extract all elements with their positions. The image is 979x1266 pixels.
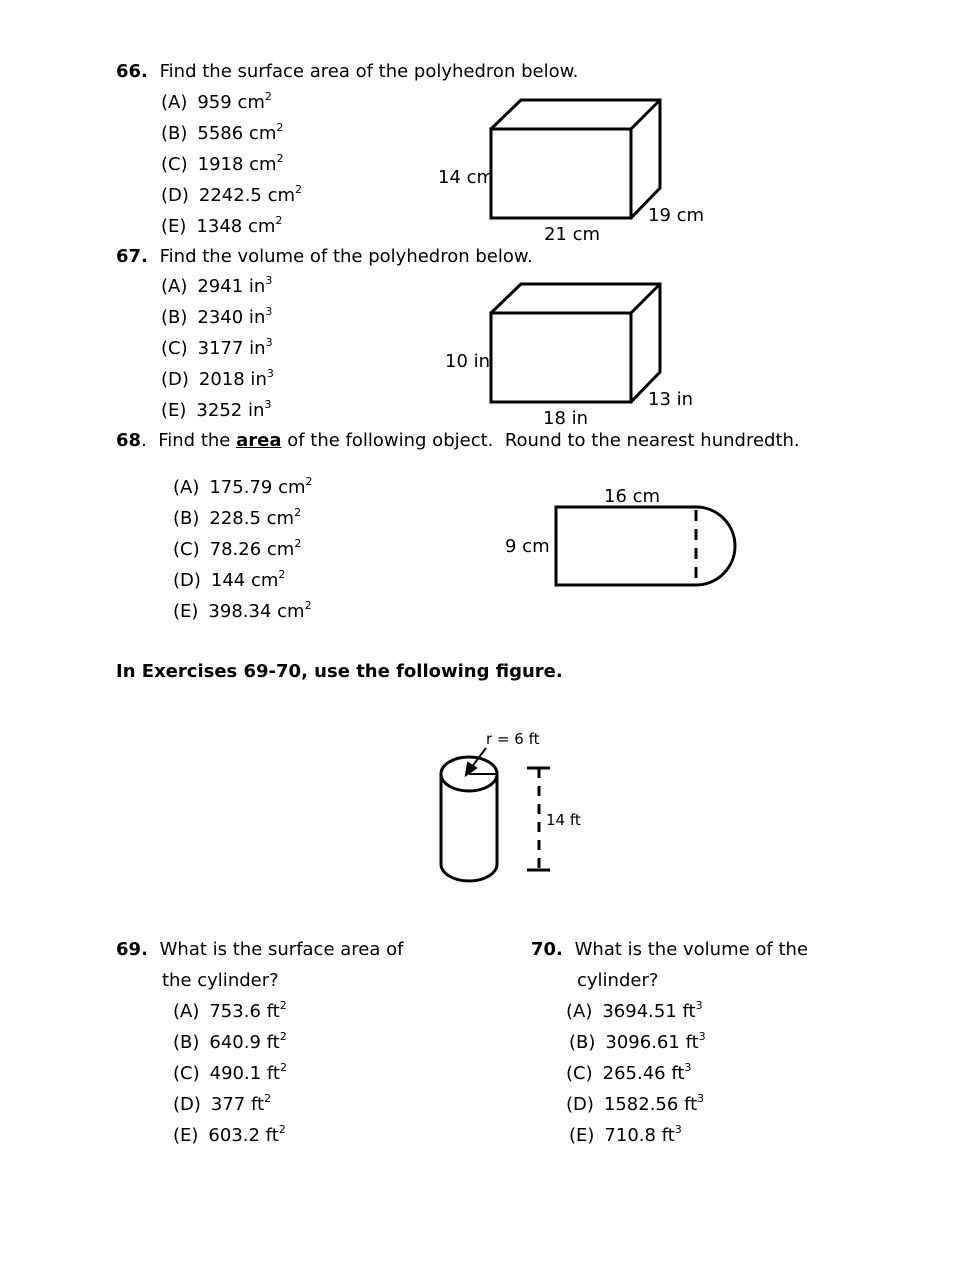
choice-exponent: 2 — [278, 1123, 286, 1136]
choice-letter: (B) — [173, 508, 200, 529]
choice-letter: (C) — [566, 1063, 593, 1084]
choice-letter: (B) — [161, 123, 188, 144]
choice-letter: (A) — [173, 477, 200, 498]
choice-value: 1348 cm — [196, 216, 276, 237]
choice-letter: (D) — [173, 570, 201, 591]
q66-choice — [161, 90, 272, 113]
q68-choice — [173, 568, 286, 591]
choice-value: 3096.61 ft — [605, 1032, 699, 1053]
choice-exponent: 2 — [305, 475, 313, 488]
choice-exponent: 3 — [265, 305, 273, 318]
q66-choice — [161, 183, 303, 206]
cylinder-height-label: 14 ft — [546, 811, 581, 829]
choice-value: 1918 cm — [197, 154, 277, 175]
choice-letter: (A) — [173, 1001, 200, 1022]
q66-question — [116, 63, 578, 81]
choice-value: 5586 cm — [197, 123, 277, 144]
q69-text-line1: What is the surface area of — [159, 939, 404, 960]
choice-exponent: 2 — [279, 1030, 287, 1043]
instructions-heading: In Exercises 69-70, use the following figure. — [116, 661, 563, 682]
choice-exponent: 3 — [265, 274, 273, 287]
cylinder-figure — [441, 757, 497, 881]
choice-exponent: 3 — [695, 999, 703, 1012]
q70-choice — [569, 1123, 682, 1146]
q66-prism-figure — [491, 100, 660, 218]
choice-exponent: 2 — [276, 152, 284, 165]
q66-length-label: 21 cm — [544, 224, 601, 245]
choice-exponent: 2 — [279, 999, 287, 1012]
q67-choice — [161, 398, 272, 421]
q67-length-label: 18 in — [543, 408, 589, 429]
choice-letter: (C) — [161, 154, 188, 175]
q66-choice — [161, 152, 284, 175]
q66-depth-label: 19 cm — [648, 205, 705, 226]
q66-text: Find the surface area of the polyhedron below. — [159, 61, 579, 82]
q67-question — [116, 248, 533, 266]
q69-text-line2: the cylinder? — [162, 970, 279, 991]
choice-value: 228.5 cm — [209, 508, 295, 529]
q69-choice — [173, 1123, 286, 1146]
choice-value: 3694.51 ft — [602, 1001, 696, 1022]
q69-question — [116, 941, 403, 959]
radius-label: r = 6 ft — [486, 730, 540, 748]
q67-choice — [161, 305, 273, 328]
choice-letter: (C) — [161, 338, 188, 359]
q68-question — [116, 432, 800, 450]
choice-letter: (D) — [566, 1094, 594, 1115]
q68-width-label: 16 cm — [604, 486, 661, 507]
choice-letter: (C) — [173, 539, 200, 560]
choice-letter: (E) — [173, 1125, 199, 1146]
q68-text-emphasis: area — [236, 430, 282, 451]
q68-choice — [173, 599, 312, 622]
q68-choice — [173, 475, 313, 498]
choice-value: 959 cm — [197, 92, 265, 113]
q70-number: 70. — [531, 939, 563, 960]
q68-choice — [173, 537, 302, 560]
q67-text: Find the volume of the polyhedron below. — [159, 246, 533, 267]
q70-choice — [569, 1030, 706, 1053]
choice-letter: (B) — [173, 1032, 200, 1053]
choice-letter: (A) — [161, 92, 188, 113]
choice-exponent: 3 — [674, 1123, 682, 1136]
q68-choice — [173, 506, 302, 529]
choice-value: 265.46 ft — [602, 1063, 685, 1084]
q67-prism-figure — [491, 284, 660, 402]
choice-exponent: 3 — [697, 1092, 705, 1105]
radius-line — [466, 748, 497, 775]
q66-choice — [161, 121, 284, 144]
choice-value: 1582.56 ft — [603, 1094, 698, 1115]
q70-question — [531, 941, 808, 959]
q66-number: 66. — [116, 61, 148, 82]
choice-exponent: 2 — [294, 537, 302, 550]
choice-value: 175.79 cm — [209, 477, 306, 498]
choice-exponent: 3 — [266, 367, 274, 380]
choice-exponent: 2 — [275, 214, 283, 227]
choice-value: 640.9 ft — [209, 1032, 280, 1053]
choice-exponent: 3 — [265, 336, 273, 349]
choice-exponent: 2 — [294, 506, 302, 519]
q68-height-label: 9 cm — [505, 536, 550, 557]
choice-exponent: 3 — [684, 1061, 692, 1074]
choice-value: 490.1 ft — [209, 1063, 280, 1084]
choice-value: 710.8 ft — [604, 1125, 675, 1146]
q69-choice — [173, 1092, 272, 1115]
q70-text-line1: What is the volume of the — [574, 939, 809, 960]
choice-letter: (A) — [161, 276, 188, 297]
choice-letter: (E) — [569, 1125, 595, 1146]
choice-letter: (A) — [566, 1001, 593, 1022]
q70-choice — [566, 1061, 692, 1084]
q66-height-label: 14 cm — [438, 167, 495, 188]
choice-value: 603.2 ft — [208, 1125, 279, 1146]
choice-exponent: 2 — [278, 568, 286, 581]
choice-value: 753.6 ft — [209, 1001, 280, 1022]
q69-choice — [173, 999, 287, 1022]
choice-letter: (D) — [161, 369, 189, 390]
q70-text-line2: cylinder? — [577, 970, 659, 991]
choice-letter: (E) — [161, 400, 187, 421]
q68-composite-figure — [556, 507, 735, 585]
choice-value: 377 ft — [210, 1094, 265, 1115]
choice-value: 2340 in — [197, 307, 266, 328]
choice-value: 2941 in — [197, 276, 266, 297]
q68-text-pre: . Find the — [141, 430, 237, 451]
choice-value: 398.34 cm — [208, 601, 305, 622]
choice-letter: (B) — [161, 307, 188, 328]
choice-value: 3177 in — [197, 338, 266, 359]
choice-exponent: 2 — [304, 599, 312, 612]
choice-letter: (B) — [569, 1032, 596, 1053]
q67-choice — [161, 336, 273, 359]
q66-choice — [161, 214, 283, 237]
q67-choice — [161, 367, 274, 390]
q67-choice — [161, 274, 273, 297]
choice-exponent: 2 — [264, 1092, 272, 1105]
q69-choice — [173, 1030, 287, 1053]
q67-depth-label: 13 in — [648, 389, 694, 410]
choice-value: 144 cm — [210, 570, 279, 591]
choice-value: 78.26 cm — [209, 539, 295, 560]
q68-number: 68 — [116, 430, 142, 451]
q68-text-post: of the following object. Round to the nearest hundredth. — [281, 430, 800, 451]
choice-value: 3252 in — [196, 400, 265, 421]
choice-exponent: 2 — [295, 183, 303, 196]
choice-value: 2242.5 cm — [198, 185, 296, 206]
choice-letter: (C) — [173, 1063, 200, 1084]
choice-exponent: 2 — [264, 90, 272, 103]
choice-exponent: 3 — [698, 1030, 706, 1043]
choice-letter: (E) — [161, 216, 187, 237]
choice-value: 2018 in — [198, 369, 267, 390]
choice-letter: (E) — [173, 601, 199, 622]
choice-letter: (D) — [173, 1094, 201, 1115]
q67-height-label: 10 in — [445, 351, 491, 372]
q70-choice — [566, 1092, 705, 1115]
q70-choice — [566, 999, 703, 1022]
q69-choice — [173, 1061, 287, 1084]
choice-letter: (D) — [161, 185, 189, 206]
choice-exponent: 2 — [279, 1061, 287, 1074]
choice-exponent: 2 — [276, 121, 284, 134]
q67-number: 67. — [116, 246, 148, 267]
choice-exponent: 3 — [264, 398, 272, 411]
q69-number: 69. — [116, 939, 148, 960]
